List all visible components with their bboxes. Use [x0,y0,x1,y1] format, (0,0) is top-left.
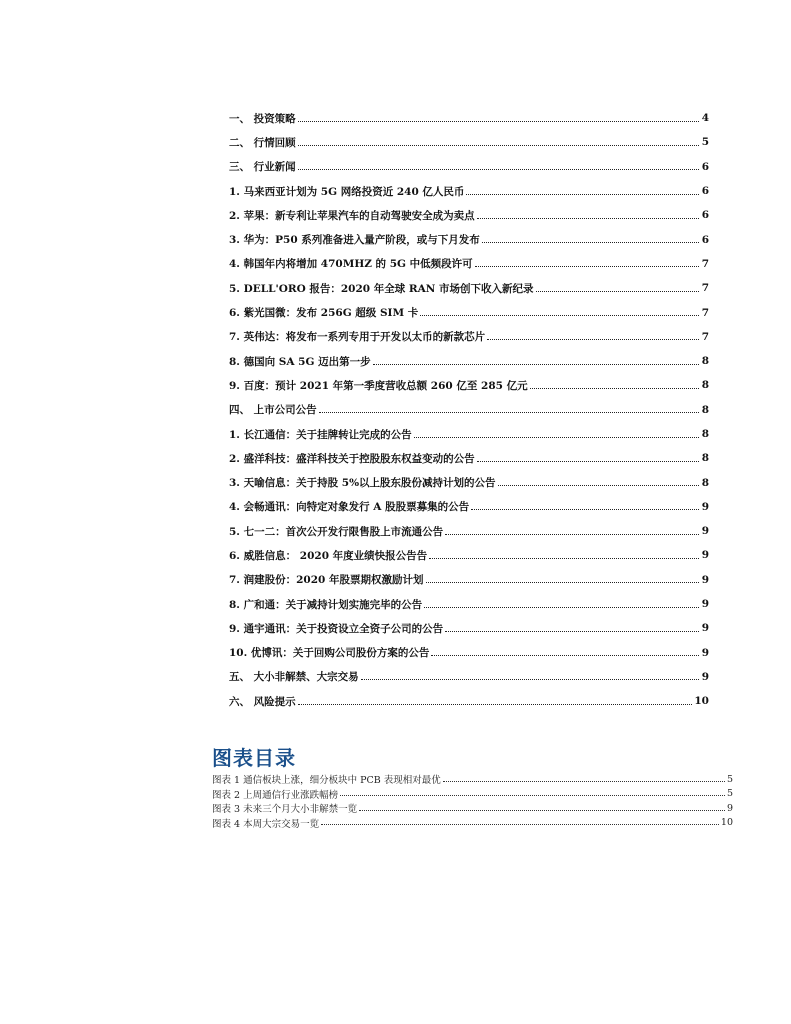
dot-leader [471,499,699,510]
figure-entry-label: 图表 4 本周大宗交易一览 [212,818,320,830]
toc-entry[interactable] [229,665,709,689]
toc-entry-page: 8 [701,452,709,465]
toc-entry-label: 二、 行情回顾 [229,136,296,149]
toc-entry-label: 一、 投资策略 [229,112,296,125]
figure-entry[interactable] [212,787,733,802]
toc-entry[interactable] [229,349,709,373]
figure-entry-label: 图表 3 未来三个月大小非解禁一览 [212,804,358,816]
dot-leader [443,773,725,782]
toc-entry[interactable] [229,106,709,130]
toc-entry[interactable] [229,276,709,300]
toc-entry-label: 3. 天喻信息：关于持股 5%以上股东股份减持计划的公告 [229,477,496,490]
toc-entry-label: 2. 盛洋科技：盛洋科技关于控股股东权益变动的公告 [229,452,475,465]
toc-entry-label: 9. 百度：预计 2021 年第一季度营收总额 260 亿至 285 亿元 [229,379,528,392]
toc-entry[interactable] [229,568,709,592]
toc-entry[interactable] [229,155,709,179]
toc-entry[interactable] [229,616,709,640]
toc-entry-label: 6. 威胜信息： 2020 年度业绩快报公告告 [229,549,428,562]
toc-entry-label: 5. 七一二：首次公开发行限售股上市流通公告 [229,525,444,538]
dot-leader [319,402,699,413]
dot-leader [424,597,699,608]
toc-entry-page: 9 [701,646,709,659]
toc-entry[interactable] [229,470,709,494]
toc-entry-page: 7 [701,330,709,343]
toc-entry[interactable] [229,519,709,543]
figure-entry-page: 5 [726,773,733,785]
figure-entry-page: 5 [726,788,733,800]
toc-entry[interactable] [229,422,709,446]
toc-entry-label: 10. 优博讯：关于回购公司股份方案的公告 [229,647,430,660]
dot-leader [466,184,699,195]
dot-leader [298,111,699,122]
toc-entry-label: 1. 马来西亚计划为 5G 网络投资近 240 亿人民币 [229,185,465,198]
toc-entry[interactable] [229,130,709,154]
toc-entry[interactable] [229,641,709,665]
toc-entry-page: 9 [701,670,709,683]
dot-leader [298,694,693,705]
dot-leader [414,427,699,438]
toc-entry-page: 6 [701,185,709,198]
figure-list-title: 图表目录 [212,746,296,770]
table-of-contents [229,106,709,713]
dot-leader [482,232,699,243]
toc-entry-page: 5 [701,136,709,149]
toc-entry-page: 7 [701,257,709,270]
toc-entry-page: 6 [701,160,709,173]
toc-entry[interactable] [229,446,709,470]
toc-entry-page: 9 [701,598,709,611]
toc-entry[interactable] [229,203,709,227]
dot-leader [477,208,699,219]
toc-entry[interactable] [229,227,709,251]
toc-entry[interactable] [229,543,709,567]
dot-leader [429,548,699,559]
toc-entry-label: 1. 长江通信：关于挂牌转让完成的公告 [229,428,412,441]
toc-entry-page: 9 [701,622,709,635]
toc-entry-label: 三、 行业新闻 [229,161,296,174]
toc-entry-label: 9. 通宇通讯：关于投资设立全资子公司的公告 [229,622,444,635]
toc-entry-label: 7. 润建股份：2020 年股票期权激励计划 [229,574,424,587]
dot-leader [340,787,725,796]
toc-entry-label: 7. 英伟达：将发布一系列专用于开发以太币的新款芯片 [229,331,486,344]
toc-entry[interactable] [229,398,709,422]
dot-leader [361,669,699,680]
toc-entry-page: 8 [701,476,709,489]
figure-entry-label: 图表 1 通信板块上涨，细分板块中 PCB 表现相对最优 [212,775,441,787]
dot-leader [426,572,700,583]
toc-entry-page: 10 [694,695,709,708]
toc-entry-page: 7 [701,306,709,319]
toc-entry-label: 五、 大小非解禁、大宗交易 [229,671,359,684]
toc-entry-label: 4. 会畅通讯：向特定对象发行 A 股股票募集的公告 [229,501,470,514]
toc-entry-label: 4. 韩国年内将增加 470MHZ 的 5G 中低频段许可 [229,258,473,271]
toc-entry[interactable] [229,495,709,519]
toc-entry-label: 6. 紫光国微：发布 256G 超级 SIM 卡 [229,307,419,320]
toc-entry-page: 9 [701,549,709,562]
toc-entry[interactable] [229,689,709,713]
dot-leader [487,329,699,340]
toc-entry-label: 3. 华为：P50 系列准备进入量产阶段，或与下月发布 [229,234,480,247]
dot-leader [530,378,699,389]
dot-leader [536,281,699,292]
figure-entry-page: 10 [720,817,733,829]
toc-entry-label: 2. 苹果：新专利让苹果汽车的自动驾驶安全成为卖点 [229,209,475,222]
toc-entry-label: 8. 广和通：关于减持计划实施完毕的公告 [229,598,423,611]
toc-entry-page: 8 [701,403,709,416]
toc-entry[interactable] [229,325,709,349]
dot-leader [431,645,699,656]
toc-entry[interactable] [229,373,709,397]
figure-entry-page: 9 [726,802,733,814]
toc-entry-page: 8 [701,355,709,368]
figure-list [212,772,733,830]
dot-leader [420,305,699,316]
dot-leader [321,816,719,825]
toc-entry-page: 8 [701,428,709,440]
toc-entry[interactable] [229,179,709,203]
dot-leader [445,621,699,632]
figure-entry[interactable] [212,816,733,831]
figure-entry[interactable] [212,772,733,787]
dot-leader [445,524,699,535]
toc-entry-page: 8 [701,379,709,392]
toc-entry-page: 9 [701,573,709,586]
toc-entry-label: 8. 德国向 SA 5G 迈出第一步 [229,355,371,368]
toc-entry-label: 六、 风险提示 [229,695,296,708]
toc-entry-page: 9 [701,500,709,513]
dot-leader [298,159,699,170]
dot-leader [475,256,699,267]
toc-entry-label: 四、 上市公司公告 [229,404,317,417]
dot-leader [298,135,699,146]
toc-entry-page: 6 [701,233,709,246]
toc-entry[interactable] [229,252,709,276]
figure-entry-label: 图表 2 上周通信行业涨跌幅榜 [212,789,339,801]
dot-leader [477,451,699,462]
toc-entry[interactable] [229,300,709,324]
figure-entry[interactable] [212,801,733,816]
toc-entry-page: 4 [701,112,709,125]
toc-entry[interactable] [229,592,709,616]
dot-leader [359,802,725,811]
toc-entry-page: 6 [701,209,709,222]
toc-entry-page: 9 [701,525,709,538]
toc-entry-page: 7 [701,282,709,295]
toc-entry-label: 5. DELL'ORO 报告：2020 年全球 RAN 市场创下收入新纪录 [229,282,534,295]
dot-leader [373,354,699,365]
dot-leader [498,475,699,486]
